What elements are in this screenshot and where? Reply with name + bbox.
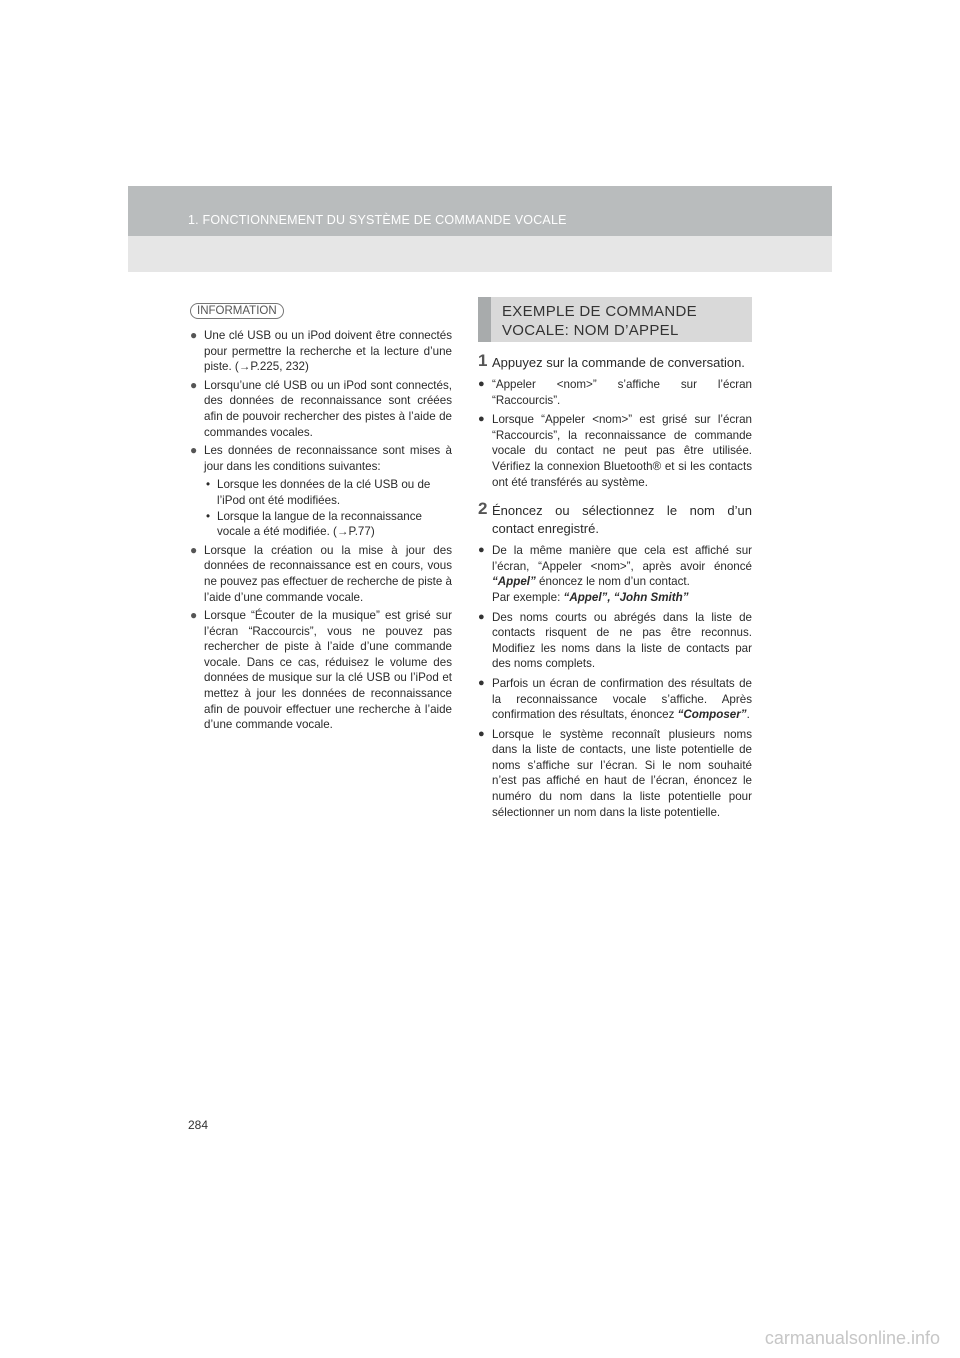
info-bullet: ● Lorsque la création ou la mise à jour des données de reconnaissance est en cours, vous ne pouvez pas effectuer de recherche de piste à l’aide d’une commande vocale. bbox=[190, 542, 452, 604]
step-2: 2 Énoncez ou sélectionnez le nom d’un contact enregistré. bbox=[478, 499, 752, 537]
section-title-line1: EXEMPLE DE COMMANDE bbox=[502, 303, 697, 320]
bullet-icon: ● bbox=[478, 378, 485, 390]
bullet-icon: ● bbox=[478, 727, 485, 740]
header-bar bbox=[128, 186, 832, 236]
section-title-line2: VOCALE: NOM D’APPEL bbox=[502, 322, 679, 339]
bullet-icon: ● bbox=[478, 676, 485, 689]
bullet-icon: ● bbox=[478, 544, 485, 557]
watermark: carmanualsonline.info bbox=[764, 1328, 940, 1348]
step-bullet: ● Lorsque “Appeler <nom>” est grisé sur l’écran “Raccourcis”, la reconnaissance de commande vocale du contact ne peut pas être utilisée. Vérifiez la connexion Bluetooth® et si les contacts ont été transférés au système. bbox=[478, 413, 752, 489]
info-bullet: ● Lorsque “Écouter de la musique” est grisé sur l’écran “Raccourcis”, vous ne pouvez pas rechercher de piste à l’aide d’une commande vocale. Dans ce cas, réduisez le volume des données de musique sur la clé USB ou l’iPod et mettez à jour les données de reconnaissance afin de pouvoir effectuer une recherche à l’aide d’une commande vocale. bbox=[190, 608, 452, 732]
step-bullet: ● De la même manière que cela est affiché sur l’écran, “Appeler <nom>”, après avoir énoncé “Appel” énoncez le nom d’un contact. Par exemple: “Appel”, “John Smith” bbox=[478, 544, 752, 604]
bullet-icon: ● bbox=[190, 542, 198, 557]
bullet-icon: ● bbox=[190, 328, 198, 342]
page-number: 284 bbox=[188, 1118, 209, 1132]
bullet-icon: ● bbox=[478, 610, 485, 623]
step-bullet: ● “Appeler <nom>” s’affiche sur l’écran “Raccourcis”. bbox=[478, 378, 752, 407]
section-accent bbox=[478, 297, 491, 342]
information-tag: INFORMATION bbox=[190, 303, 284, 319]
sub-bullet-icon: • bbox=[206, 509, 211, 523]
step-number: 2 bbox=[478, 499, 488, 519]
step-bullet: ● Des noms courts ou abrégés dans la liste de contacts risquent de ne pas être reconnus. Modifiez les noms dans la liste de contacts par des noms complets. bbox=[478, 610, 752, 671]
bullet-icon: ● bbox=[190, 377, 198, 392]
step-number: 1 bbox=[478, 351, 488, 370]
information-panel bbox=[190, 301, 452, 736]
info-bullet: ● Les données de reconnaissance sont mises à jour dans les conditions suivantes: bbox=[190, 443, 452, 473]
info-bullet: ● Lorsqu’une clé USB ou un iPod sont connectés, des données de reconnaissance sont créées afin de pouvoir rechercher des pistes à l’aide de commandes vocales. bbox=[190, 377, 452, 439]
info-sub-bullet: • Lorsque les données de la clé USB ou de l’iPod ont été modifiées. bbox=[206, 478, 431, 507]
info-bullet: ● Une clé USB ou un iPod doivent être connectés pour permettre la recherche et la lecture d’une piste. (→P.225, 232) bbox=[190, 328, 452, 374]
info-sub-bullet: • Lorsque la langue de la reconnaissance vocale a été modifiée. (→P.77) bbox=[206, 509, 422, 539]
chapter-title: 1. FONCTIONNEMENT DU SYSTÈME DE COMMANDE VOCALE bbox=[188, 213, 567, 227]
bullet-icon: ● bbox=[478, 413, 485, 426]
header-band bbox=[128, 186, 832, 272]
step-1: 1 Appuyez sur la commande de conversation. bbox=[478, 351, 745, 370]
bullet-icon: ● bbox=[190, 608, 198, 623]
step-bullet: ● Parfois un écran de confirmation des résultats de la reconnaissance vocale s’affiche. Après confirmation des résultats, énoncez “Composer”. bbox=[478, 676, 752, 722]
example-section bbox=[478, 297, 752, 824]
section-heading bbox=[478, 297, 752, 342]
sub-bullet-icon: • bbox=[206, 478, 211, 492]
bullet-icon: ● bbox=[190, 443, 198, 458]
step-bullet: ● Lorsque le système reconnaît plusieurs noms dans la liste de contacts, une liste potentielle de noms s’affiche sur l’écran. Si le nom souhaité n’est pas affiché en haut de l’écran, énoncez le numéro du nom dans la liste potentielle pour sélectionner un nom dans la liste potentielle. bbox=[478, 727, 752, 819]
